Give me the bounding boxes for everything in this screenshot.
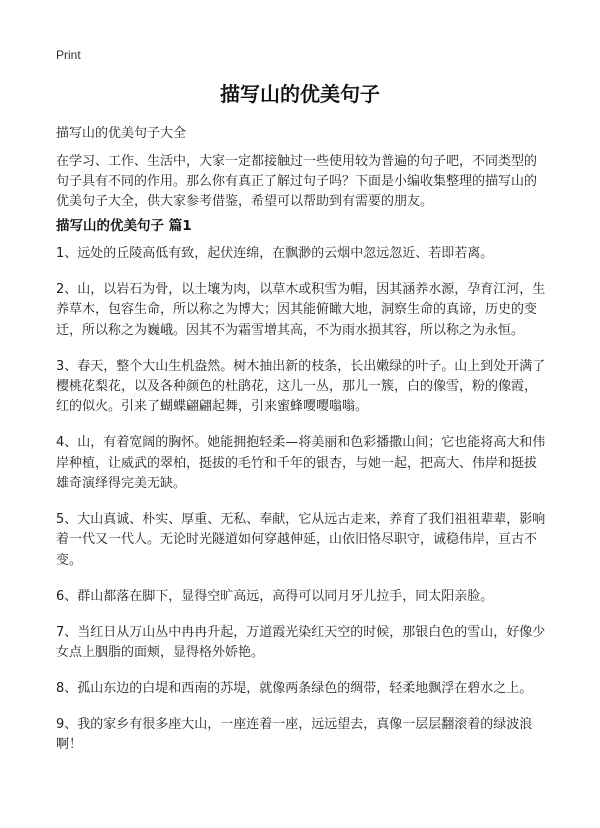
print-link[interactable]: Print [56, 48, 81, 62]
intro-paragraph: 在学习、工作、生活中，大家一定都接触过一些使用较为普遍的句子吧，不同类型的句子具有不同的作用。那么你有真正了解过句子吗？下面是小编收集整理的描写山的优美句子大全，供大家参考借鉴，希望可以帮助到有需要的朋友。 [56, 154, 538, 209]
document-subtitle: 描写山的优美句子大全 [56, 126, 187, 141]
sentence-item: 9、我的家乡有很多座大山，一座连着一座，远远望去，真像一层层翻滚着的绿波浪啊！ [56, 716, 533, 753]
sentence-item: 8、孤山东边的白堤和西南的苏堤，就像两条绿色的绸带，轻柔地飘浮在碧水之上。 [56, 681, 533, 696]
sentence-item: 2、山，以岩石为骨，以土壤为肉，以草木或积雪为帽，因其涵养水源，孕育江河，生养草木，包容生命，所以称之为博大；因其能俯瞰大地，洞察生命的真谛，历史的变迁，所以称之为巍峨。因其不为霜雪增其高，不为雨水损其容，所以称之为永恒。 [56, 281, 546, 338]
sentence-item: 1、远处的丘陵高低有致，起伏连绵，在飘渺的云烟中忽远忽近、若即若离。 [56, 246, 494, 261]
sentence-item: 4、山，有着宽阔的胸怀。她能拥抱轻柔—将美丽和色彩播撒山间；它也能将高大和伟岸种植，让威武的翠柏，挺拔的毛竹和千年的银杏，与她一起，把高大、伟岸和挺拔雄奇演绎得完美无缺。 [56, 435, 546, 492]
sentence-item: 6、群山都落在脚下，显得空旷高远，高得可以同月牙儿拉手，同太阳亲脸。 [56, 588, 494, 604]
sentence-list [56, 244, 548, 771]
sentence-item: 3、春天，整个大山生机盎然。树木抽出新的枝条，长出嫩绿的叶子。山上到处开满了樱桃花梨花，以及各种颜色的杜鹃花，这儿一丛，那儿一簇，白的像雪，粉的像霞，红的似火。引来了蝴蝶翩翩起舞，引来蜜蜂嘤嘤嗡嗡。 [56, 358, 546, 415]
page-title: 描写山的优美句子 [220, 82, 380, 106]
sentence-item: 5、大山真诚、朴实、厚重、无私、奉献，它从远古走来，养育了我们祖祖辈辈，影响着一代又一代人。无论时光隧道如何穿越伸延，山依旧恪尽职守，诚稳伟岸，亘古不变。 [56, 512, 546, 568]
section-heading: 描写山的优美句子 篇1 [56, 218, 192, 234]
sentence-item: 7、当红日从万山丛中冉冉升起，万道霞光染红天空的时候，那银白色的雪山，好像少女点上胭脂的面颊，显得格外娇艳。 [56, 624, 546, 661]
